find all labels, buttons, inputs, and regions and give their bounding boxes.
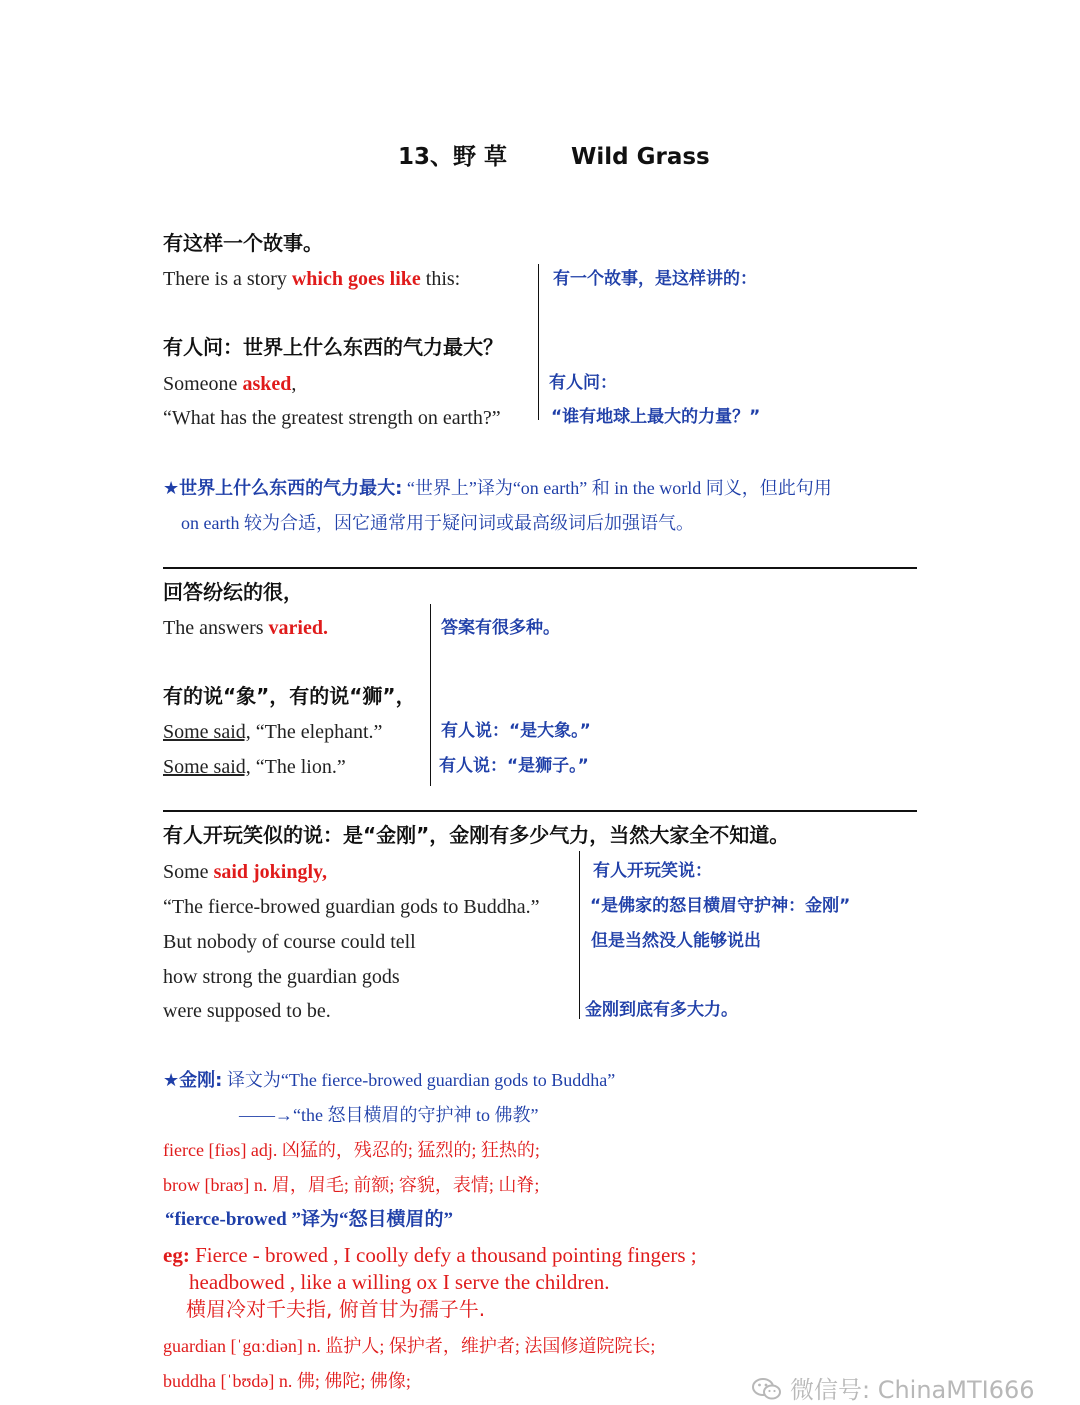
note1-heading: ★世界上什么东西的气力最大: (163, 478, 403, 499)
section-divider-2 (163, 810, 917, 812)
note1-line1 (163, 479, 832, 498)
s5-translation-2: “是佛家的怒目横眉守护神：金刚” (590, 896, 851, 916)
s4-english-1 (163, 722, 382, 742)
s4-english-2 (163, 757, 346, 777)
s4-chinese: 有的说“象”，有的说“狮”， (163, 684, 416, 708)
s5-english-2: “The fierce-browed guardian gods to Buddha.” (163, 896, 540, 918)
vocab-brow: brow [braʊ] n. 眉，眉毛; 前额; 容貌，表情; 山脊; (163, 1175, 540, 1195)
s5-chinese: 有人开玩笑似的说：是“金刚”，金刚有多少气力，当然大家全不知道。 (163, 823, 790, 847)
s5-translation-1: 有人开玩笑说： (593, 861, 712, 881)
s2-translation-1: 有人问： (549, 373, 617, 393)
s1-en-post: this: (420, 268, 461, 290)
wechat-icon (752, 1377, 782, 1405)
section-divider-1 (163, 567, 917, 569)
s4-translation-1: 有人说：“是大象。” (441, 721, 591, 741)
s5-en1-highlight: said jokingly, (213, 861, 327, 883)
eg-line2: headbowed , like a willing ox I serve the children. (189, 1270, 610, 1294)
s1-en-pre: There is a story (163, 268, 292, 290)
s5-english-1 (163, 862, 327, 882)
s5-translation-3: 但是当然没人能够说出 (591, 931, 761, 951)
s5-english-5: were supposed to be. (163, 1000, 331, 1022)
s2-en1-pre: Someone (163, 373, 243, 395)
note2-line1 (163, 1071, 615, 1090)
s1-chinese: 有这样一个故事。 (163, 231, 323, 255)
s5-english-3: But nobody of course could tell (163, 931, 416, 953)
vocab-fierce: fierce [fiəs] adj. 凶猛的，残忍的; 猛烈的; 狂热的; (163, 1140, 540, 1160)
s3-en-pre: The answers (163, 617, 269, 639)
s4-translation-2: 有人说：“是狮子。” (439, 756, 589, 776)
note2-text-1: 译文为“The fierce-browed guardian gods to Buddha” (226, 1070, 616, 1090)
s5-translation-4: 金刚到底有多大力。 (585, 1000, 738, 1020)
s3-english (163, 618, 328, 638)
s3-translation: 答案有很多种。 (441, 618, 560, 638)
note1-text-1: “世界上”译为“on earth” 和 in the world 同义，但此句用 (406, 478, 832, 498)
watermark-text: 微信号: ChinaMTI666 (790, 1376, 1035, 1404)
s2-chinese: 有人问：世界上什么东西的气力最大？ (163, 335, 503, 359)
s2-english-1 (163, 374, 296, 394)
s1-divider (538, 264, 539, 420)
s2-en1-highlight: asked (242, 373, 292, 395)
s4-l2-rest: “The lion.” (250, 756, 346, 778)
s1-en-highlight: which goes like (291, 268, 421, 290)
vocab-buddha: buddha [ˈbʊdə] n. 佛; 佛陀; 佛像; (163, 1371, 411, 1391)
s1-english (163, 269, 460, 289)
note2-heading: ★金刚: (163, 1070, 223, 1091)
s5-english-4: how strong the guardian gods (163, 966, 400, 988)
s3-divider (430, 604, 431, 786)
fierce-browed-translation: “fierce-browed ”译为“怒目横眉的” (165, 1209, 453, 1230)
s5-divider (579, 851, 580, 1019)
eg-line1 (163, 1245, 697, 1266)
s2-en1-post: , (291, 373, 297, 395)
eg-label: eg: (163, 1243, 190, 1267)
s4-l2-underlined: Some said, (163, 756, 251, 778)
s3-chinese: 回答纷纭的很， (163, 580, 303, 604)
s2-translation-2: “谁有地球上最大的力量？” (551, 407, 761, 427)
vocab-guardian: guardian [ˈgɑːdiən] n. 监护人; 保护者，维护者; 法国修道院院长; (163, 1336, 656, 1356)
s3-en-highlight: varied. (268, 617, 328, 639)
page-title (398, 146, 710, 169)
s5-en1-pre: Some (163, 861, 214, 883)
s4-l1-underlined: Some said, (163, 721, 251, 743)
s4-l1-rest: “The elephant.” (250, 721, 383, 743)
title-en: Wild Grass (571, 144, 710, 170)
note1-line2: on earth 较为合适，因它通常用于疑问词或最高级词后加强语气。 (181, 513, 694, 533)
s1-translation: 有一个故事，是这样讲的： (553, 269, 757, 289)
eg-line3: 横眉冷对千夫指, 俯首甘为孺子牛. (186, 1297, 486, 1321)
s2-english-2: “What has the greatest strength on earth?” (163, 407, 501, 429)
title-zh: 13、野 草 (398, 144, 508, 170)
watermark (752, 1377, 1035, 1405)
eg-text-1: Fierce - browed , I coolly defy a thousand pointing fingers ; (195, 1243, 697, 1267)
note2-line2: ——→“the 怒目横眉的守护神 to 佛教” (239, 1105, 539, 1125)
